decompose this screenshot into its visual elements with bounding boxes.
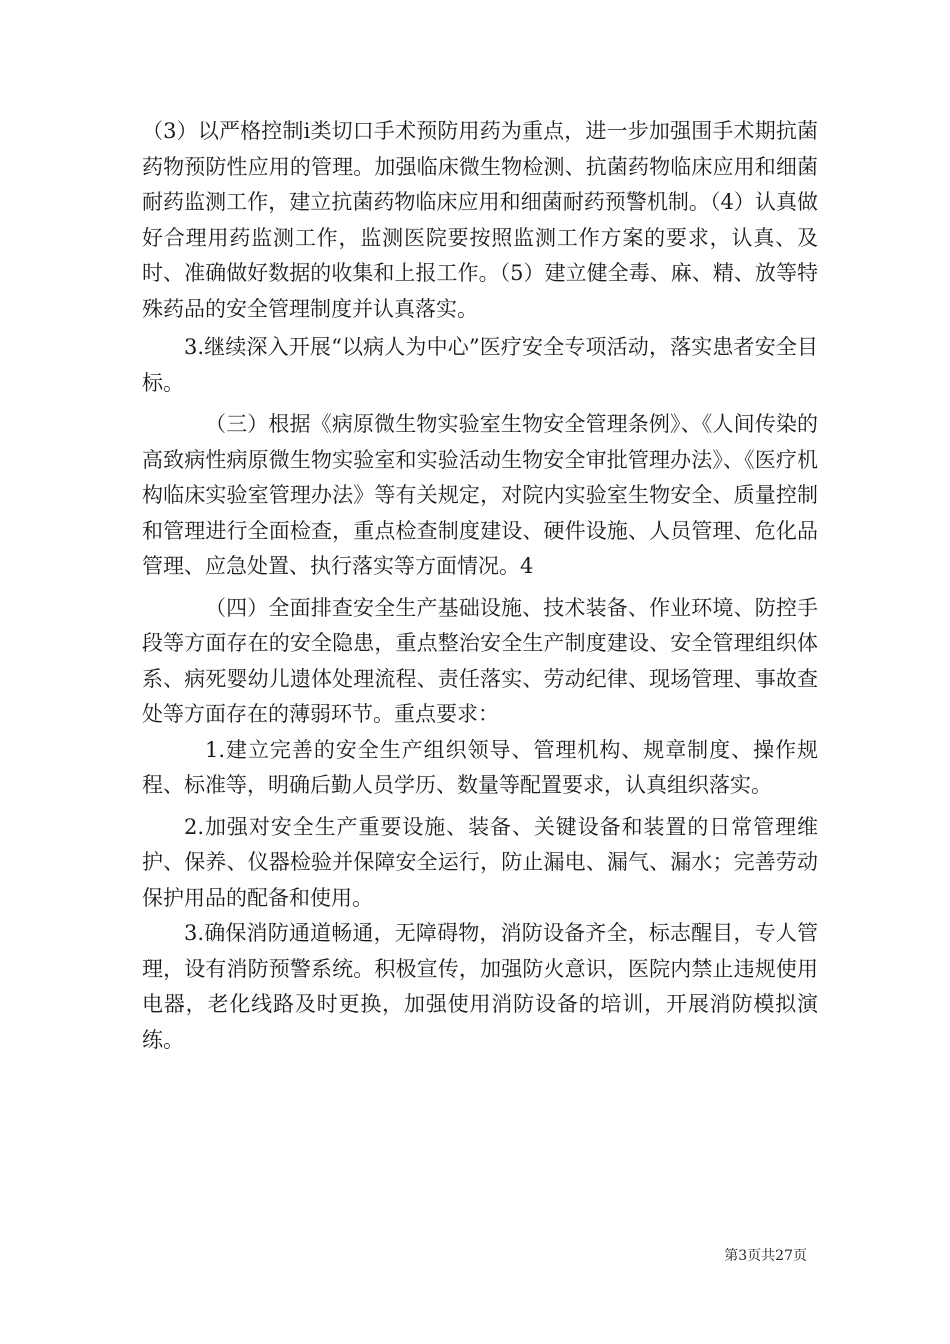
paragraph-requirement-2: 2.加强对安全生产重要设施、装备、关键设备和装置的日常管理维护、保养、仪器检验并保障安全运行，防止漏电、漏气、漏水；完善劳动保护用品的配备和使用。	[142, 814, 818, 910]
paragraph-production-safety: （四）全面排查安全生产基础设施、技术装备、作业环境、防控手段等方面存在的安全隐患，重点整治安全生产制度建设、安全管理组织体系、病死婴幼儿遗体处理流程、责任落实、劳动纪律、现场管理、事故查处等方面存在的薄弱环节。重点要求：	[142, 595, 818, 726]
paragraph-antibiotic-management: （3）以严格控制ⅰ类切口手术预防用药为重点，进一步加强围手术期抗菌药物预防性应用的管理。加强临床微生物检测、抗菌药物临床应用和细菌耐药监测工作，建立抗菌药物临床应用和细菌耐药预警机制。（4）认真做好合理用药监测工作，监测医院要按照监测工作方案的要求，认真、及时、准确做好数据的收集和上报工作。（5）建立健全毒、麻、精、放等特殊药品的安全管理制度并认真落实。	[142, 119, 818, 321]
paragraph-requirement-3: 3.确保消防通道畅通，无障碍物，消防设备齐全，标志醒目，专人管理，设有消防预警系统。积极宣传，加强防火意识，医院内禁止违规使用电器，老化线路及时更换，加强使用消防设备的培训，开展消防模拟演练。	[142, 921, 818, 1052]
paragraph-requirement-1: 1.建立完善的安全生产组织领导、管理机构、规章制度、操作规程、标准等，明确后勤人员学历、数量等配置要求，认真组织落实。	[142, 737, 818, 797]
page-number-footer: 第3页共27页	[724, 1248, 807, 1264]
paragraph-patient-safety: 3.继续深入开展“以病人为中心”医疗安全专项活动，落实患者安全目标。	[142, 335, 818, 395]
document-body	[142, 114, 818, 1058]
paragraph-lab-biosafety: （三）根据《病原微生物实验室生物安全管理条例》、《人间传染的高致病性病原微生物实验室和实验活动生物安全审批管理办法》、《医疗机构临床实验室管理办法》等有关规定，对院内实验室生物安全、质量控制和管理进行全面检查，重点检查制度建设、硬件设施、人员管理、危化品管理、应急处置、执行落实等方面情况。4	[142, 412, 818, 578]
